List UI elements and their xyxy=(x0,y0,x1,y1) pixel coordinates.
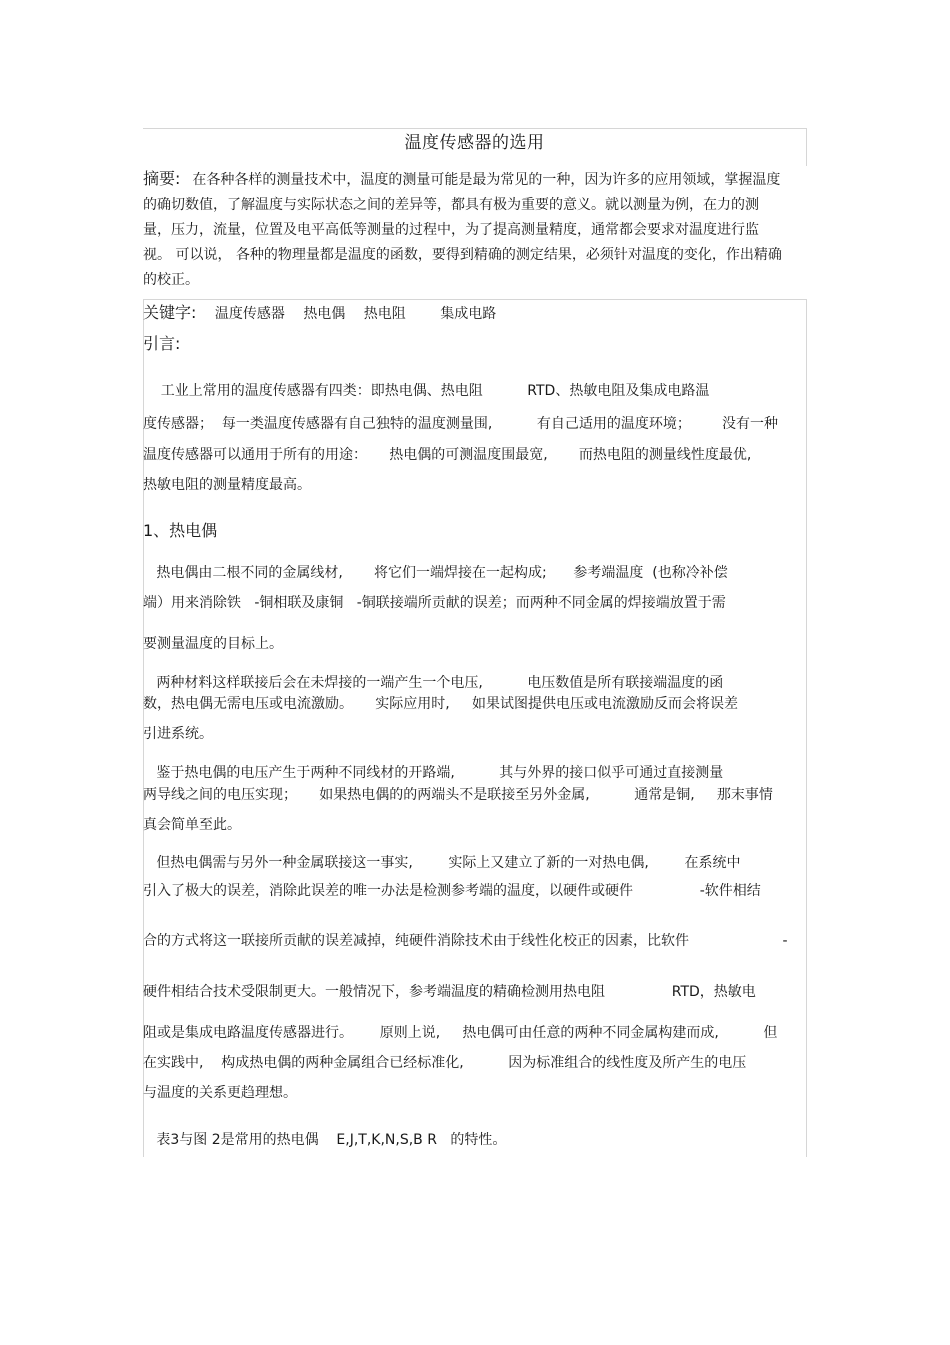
keywords xyxy=(143,302,510,325)
keyword-3: 热电阻 xyxy=(363,306,406,322)
body-line: 在实践中, 构成热电偶的两种金属组合已经标准化, 因为标准组合的线性度及所产生的电压 xyxy=(143,1055,747,1071)
intro-line: 温度传感器可以通用于所有的用途： 热电偶的可测温度围最宽, 而热电阻的测量线性度最优, xyxy=(143,447,752,463)
frame-right-line-top xyxy=(806,128,807,166)
abstract-text: 在各种各样的测量技术中，温度的测量可能是最为常见的一种，因为许多的应用领域，掌握温度的确切数值，了解温度与实际状态之间的差异等，都具有极为重要的意义。就以测量为例，在力的测量，压力，流量，位置及电平高低等测量的过程中，为了提高测量精度，通常都会要求对温度进行监视。 可以说， 各种的物理量都是温度的函数，要得到精确的测定结果，必须针对温度的变化，作出精确的校正。 xyxy=(143,172,782,288)
body-line: 两种材料这样联接后会在未焊接的一端产生一个电压, 电压数值是所有联接端温度的函 xyxy=(143,675,724,691)
body-line: 鉴于热电偶的电压产生于两种不同线材的开路端, 其与外界的接口似乎可通过直接测量 xyxy=(143,765,724,781)
intro-label: 引言: xyxy=(143,334,181,353)
body-line: 与温度的关系更趋理想。 xyxy=(143,1085,297,1101)
intro-line: 工业上常用的温度传感器有四类：即热电偶、热电阻 RTD、热敏电阻及集成电路温 xyxy=(143,383,710,399)
body-line: 阻或是集成电路温度传感器进行。 原则上说, 热电偶可由任意的两种不同金属构建而成, 但 xyxy=(143,1025,778,1041)
body-line: 合的方式将这一联接所贡献的误差减掉，纯硬件消除技术由于线性化校正的因素，比软件 - xyxy=(143,933,788,949)
body-line: 数，热电偶无需电压或电流激励。 实际应用时, 如果试图提供电压或电流激励反而会将误差 xyxy=(143,696,738,712)
intro-line: 热敏电阻的测量精度最高。 xyxy=(143,477,311,493)
body-line: 端）用来消除铁 -铜相联及康铜 -铜联接端所贡献的误差；而两种不同金属的焊接端放置于需 xyxy=(143,595,726,611)
document-title: 温度传感器的选用 xyxy=(404,133,545,153)
body-line: 要测量温度的目标上。 xyxy=(143,636,283,652)
body-line: 真会简单至此。 xyxy=(143,817,241,833)
body-line: 硬件相结合技术受限制更大。一般情况下，参考端温度的精确检测用热电阻 RTD，热敏电 xyxy=(143,984,756,1000)
body-line: 但热电偶需与另外一种金属联接这一事实, 实际上又建立了新的一对热电偶, 在系统中 xyxy=(143,855,741,871)
section-heading: 1、热电偶 xyxy=(143,521,218,540)
abstract-label: 摘要: xyxy=(143,169,181,188)
abstract xyxy=(143,166,783,293)
body-line: 引进系统。 xyxy=(143,726,213,742)
keyword-1: 温度传感器 xyxy=(214,306,285,322)
keyword-4: 集成电路 xyxy=(440,306,497,322)
frame-right-line xyxy=(806,299,807,1157)
body-line: 热电偶由二根不同的金属线材, 将它们一端焊接在一起构成; 参考端温度 (也称冷补偿 xyxy=(143,565,728,581)
keywords-label: 关键字: xyxy=(143,303,197,322)
body-line: 引入了极大的误差，消除此误差的唯一办法是检测参考端的温度，以硬件或硬件 -软件相结 xyxy=(143,883,761,899)
frame-mid-line xyxy=(143,299,807,300)
body-line: 表3与图 2是常用的热电偶 E,J,T,K,N,S,B R 的特性。 xyxy=(143,1132,507,1148)
body-line: 两导线之间的电压实现； 如果热电偶的的两端头不是联接至另外金属, 通常是铜, 那末事情 xyxy=(143,787,773,803)
keyword-2: 热电偶 xyxy=(303,306,346,322)
intro-line: 度传感器； 每一类温度传感器有自己独特的温度测量围, 有自己适用的温度环境； 没有一种 xyxy=(143,416,779,432)
frame-top-line xyxy=(143,128,807,129)
